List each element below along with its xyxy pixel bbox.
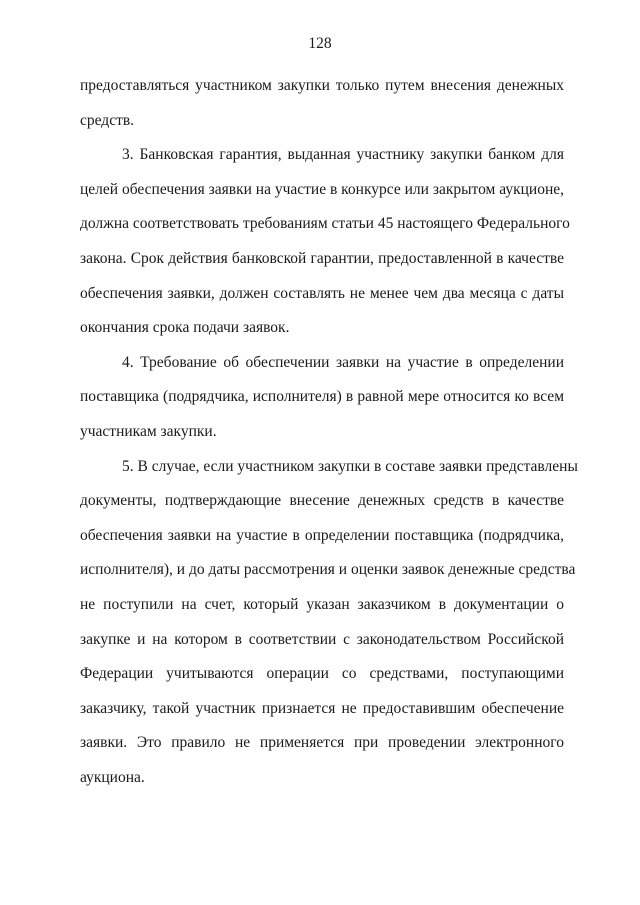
text-line: поставщика (подрядчика, исполнителя) в равной мере относится ко всем	[80, 388, 564, 406]
text-line: обеспечения заявки, должен составлять не менее чем два месяца с даты	[80, 284, 564, 302]
page-number: 128	[308, 35, 332, 52]
paragraph-item-4	[80, 346, 564, 450]
text-line: Федерации учитываются операции со средствами, поступающими	[80, 665, 564, 683]
text-line: окончания срока подачи заявок.	[80, 319, 290, 337]
text-line: заявки. Это правило не применяется при проведении электронного	[80, 734, 564, 752]
paragraph-item-5	[80, 450, 578, 796]
document-body	[80, 69, 578, 795]
paragraph-continuation	[80, 69, 564, 138]
text-line: не поступили на счет, который указан заказчиком в документации о	[80, 595, 564, 613]
text-line: должна соответствовать требованиям статьи 45 настоящего Федерального	[80, 215, 570, 233]
text-line: аукциона.	[80, 768, 145, 786]
text-line: предоставляться участником закупки только путем внесения денежных	[80, 77, 564, 94]
text-line: средств.	[80, 111, 135, 129]
text-line: исполнителя), и до даты рассмотрения и оценки заявок денежные средства	[80, 561, 576, 579]
text-line: целей обеспечения заявки на участие в конкурсе или закрытом аукционе,	[80, 180, 564, 198]
text-line: 3. Банковская гарантия, выданная участнику закупки банком для	[122, 146, 564, 164]
text-line: закона. Срок действия банковской гарантии, предоставленной в качестве	[80, 249, 564, 267]
text-line: 5. В случае, если участником закупки в составе заявки представлены	[122, 457, 578, 475]
paragraph-item-3	[80, 138, 570, 346]
text-line: 4. Требование об обеспечении заявки на участие в определении	[122, 353, 564, 371]
text-line: документы, подтверждающие внесение денежных средств в качестве	[80, 492, 564, 510]
text-line: участникам закупки.	[80, 422, 217, 440]
text-line: заказчику, такой участник признается не предоставившим обеспечение	[80, 699, 564, 717]
text-line: обеспечения заявки на участие в определении поставщика (подрядчика,	[80, 526, 564, 544]
text-line: закупке и на котором в соответствии с законодательством Российской	[80, 630, 564, 648]
